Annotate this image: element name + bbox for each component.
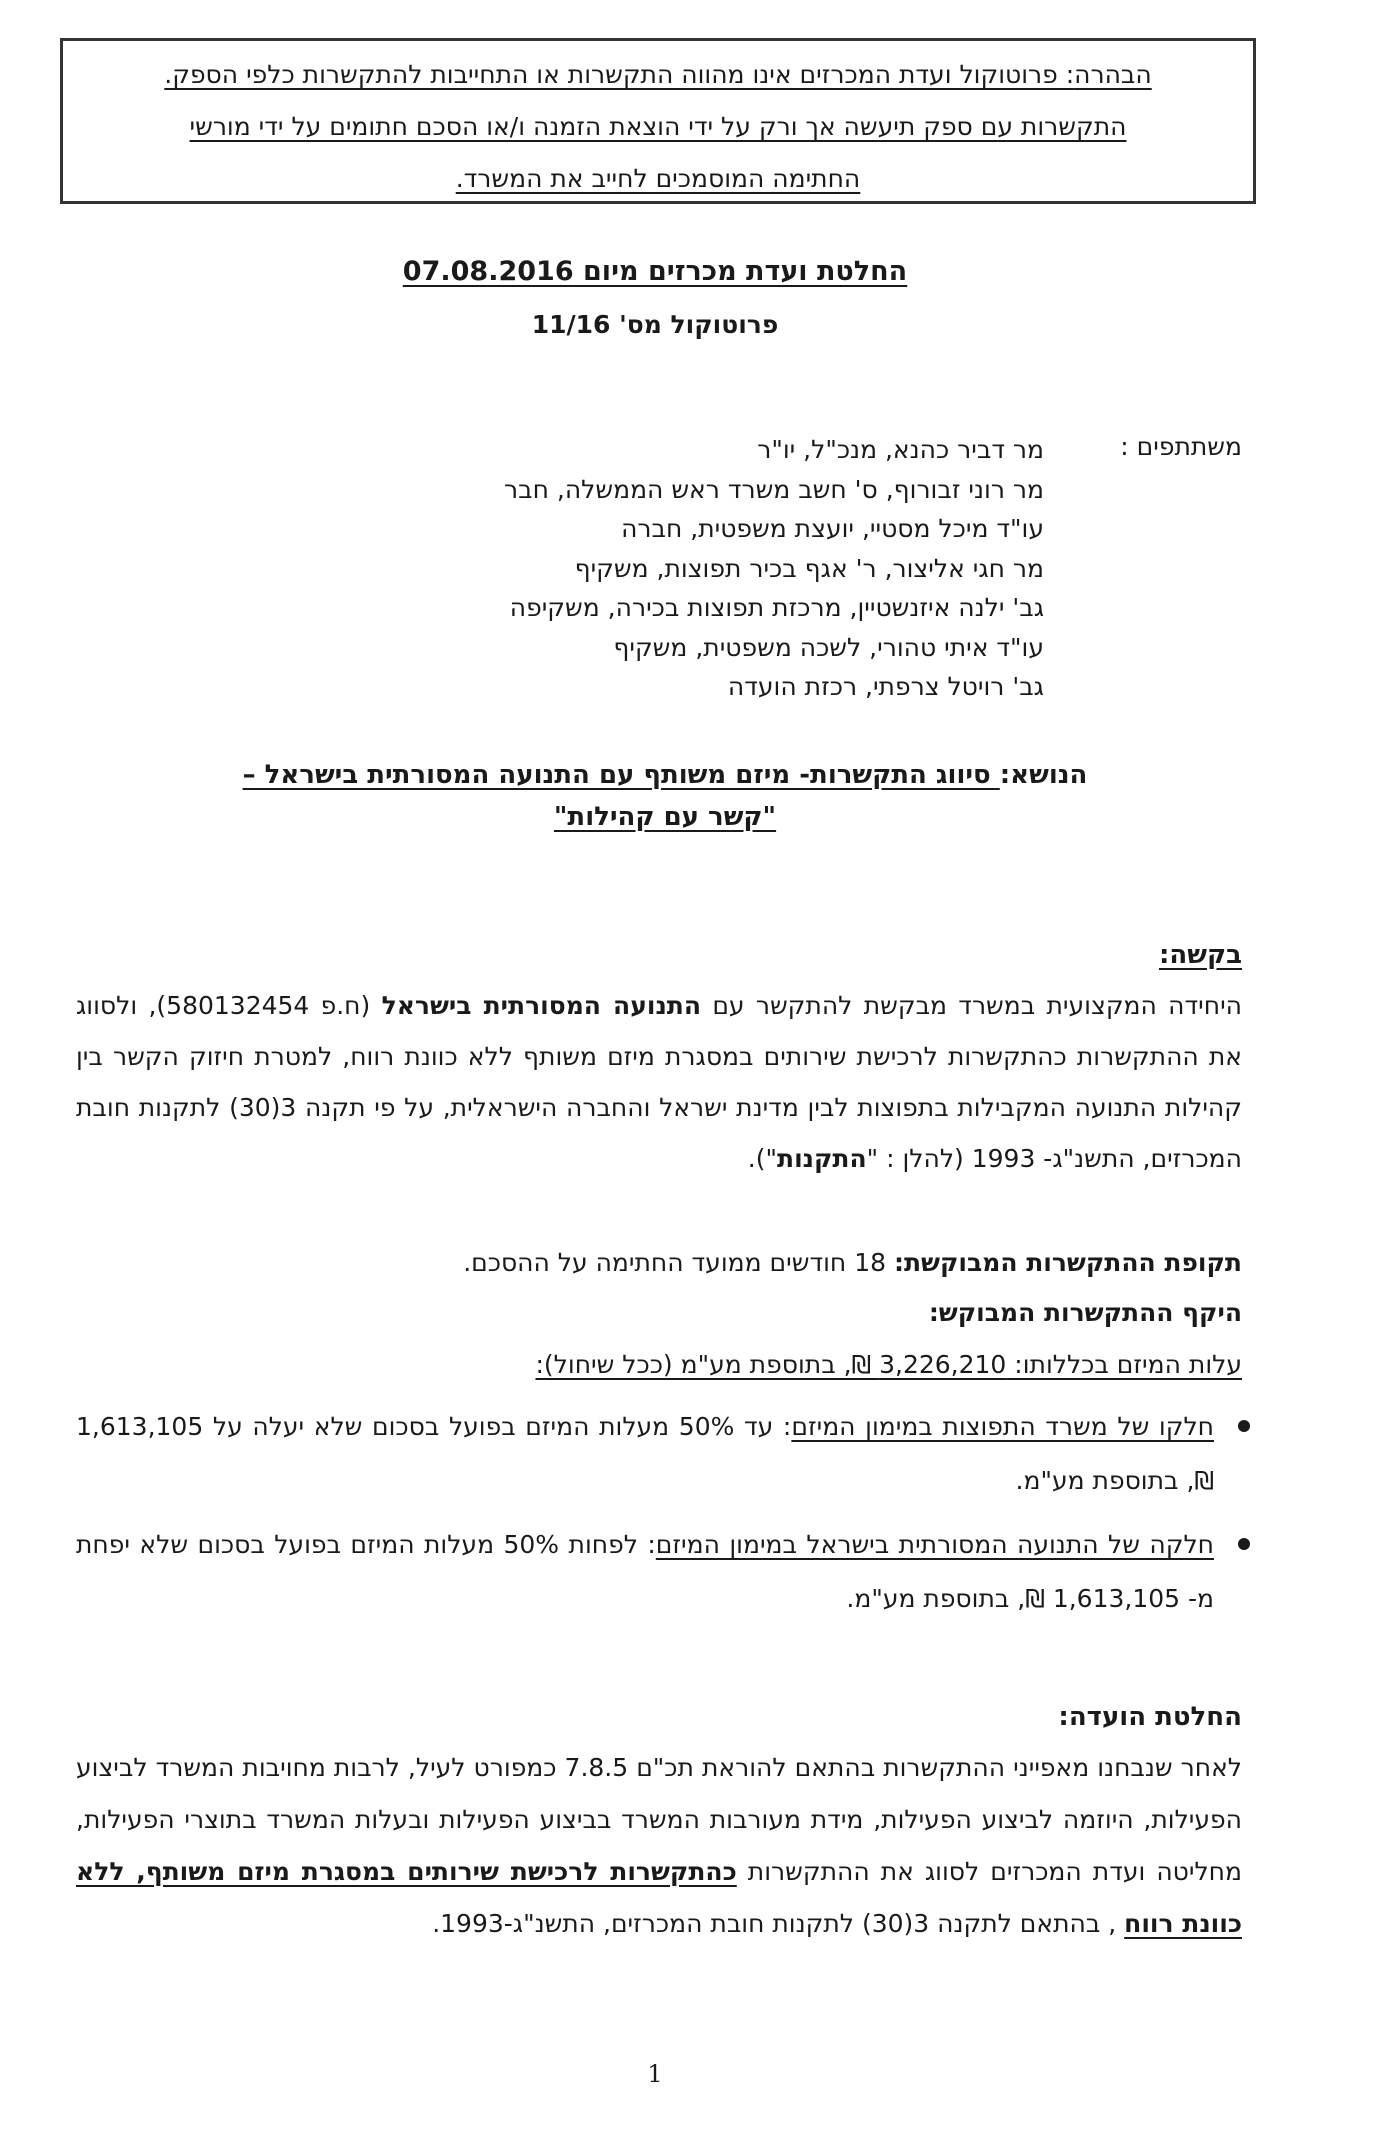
bullet-label: חלקה של התנועה המסורתית בישראל במימון המיזם xyxy=(655,1530,1214,1559)
decision-text-2: , בהתאם לתקנה 3(30) לתקנות חובת המכרזים, התשנ"ג-1993. xyxy=(432,1909,1125,1938)
disclaimer-box xyxy=(60,38,1256,204)
period-label: תקופת ההתקשרות המבוקשת: xyxy=(893,1248,1242,1277)
decision-paragraph xyxy=(76,1742,1242,1950)
protocol-number: פרוטוקול מס' 11/16 xyxy=(531,310,779,339)
scope-total: עלות המיזם בכללותו: 3,226,210 ₪, בתוספת מע"מ (ככל שיחול): xyxy=(535,1350,1242,1379)
scope-heading: היקף ההתקשרות המבוקש: xyxy=(928,1298,1242,1327)
disclaimer-label: הבהרה xyxy=(1074,60,1152,89)
disclaimer-line-3: החתימה המוסמכים לחייב את המשרד. xyxy=(455,164,861,193)
participants-list xyxy=(364,430,1044,707)
subject-label: הנושא: xyxy=(999,760,1088,790)
participant: עו"ד מיכל מסטיי, יועצת משפטית, חברה xyxy=(621,514,1044,543)
disclaimer-text-1: : פרוטוקול ועדת המכרזים אינו מהווה התקשרות או התחייבות להתקשרות כלפי הספק. xyxy=(164,60,1075,89)
request-paragraph xyxy=(76,980,1242,1184)
page-number: 1 xyxy=(647,2060,663,2088)
subject-block xyxy=(150,754,1180,838)
participant: מר חגי אליצור, ר' אגף בכיר תפוצות, משקיף xyxy=(574,553,1044,583)
participant: גב' ילנה איזנשטיין, מרכזת תפוצות בכירה, משקיפה xyxy=(509,593,1044,622)
disclaimer-line-1 xyxy=(89,49,1227,101)
bullet-text: : עד 50% מעלות המיזם בפועל בסכום שלא יעלה על 1,613,105 ₪, בתוספת מע"מ. xyxy=(76,1412,1214,1495)
request-heading: בקשה: xyxy=(1159,940,1242,970)
request-term: התקנות xyxy=(777,1144,867,1173)
participant: עו"ד איתי טהורי, לשכה משפטית, משקיף xyxy=(613,632,1044,662)
disclaimer-line-2: התקשרות עם ספק תיעשה אך ורק על ידי הוצאת הזמנה ו/או הסכם חתומים על ידי מורשי xyxy=(189,112,1127,141)
bullet-label: חלקו של משרד התפוצות במימון המיזם xyxy=(791,1412,1214,1441)
bullet-icon xyxy=(1238,1538,1250,1550)
request-text-1: היחידה המקצועית במשרד מבקשת להתקשר עם xyxy=(701,991,1242,1020)
participant: גב' רויטל צרפתי, רכזת הועדה xyxy=(727,672,1044,701)
bullet-text: : לפחות 50% מעלות המיזם בפועל בסכום שלא יפחת מ- 1,613,105 ₪, בתוספת מע"מ. xyxy=(76,1530,1214,1613)
request-text-2: (ח.פ 580132454), ולסווג את ההתקשרות כהתקשרות לרכישת שירותים במסגרת מיזם משותף ללא כוונת רווח, למטרת חיזוק הקשר בין קהילות התנועה המקבילות בתפוצות לבין מדינת ישראל והחברה הישראלית, על פי תקנה 3(30) לתקנות חובת המכרזים, התשנ"ג- 1993 (להלן : " xyxy=(76,991,1243,1173)
decision-heading: החלטת הועדה: xyxy=(1058,1702,1242,1732)
request-text-3: "). xyxy=(747,1144,777,1173)
period-value: 18 חודשים ממועד החתימה על ההסכם. xyxy=(463,1248,894,1277)
request-org: התנועה המסורתית בישראל xyxy=(381,991,702,1020)
subject-text-2: "קשר עם קהילות" xyxy=(553,802,777,832)
bullet-icon xyxy=(1238,1420,1250,1432)
decision-emphasis: כהתקשרות לרכישת שירותים במסגרת מיזם משותף, ללא כוונת רווח xyxy=(76,1857,1242,1938)
funding-bullets xyxy=(76,1400,1254,1636)
participant: מר רוני זבורוף, ס' חשב משרד ראש הממשלה, חבר xyxy=(504,474,1044,504)
period-line xyxy=(463,1248,1242,1277)
participant: מר דביר כהנא, מנכ"ל, יו"ר xyxy=(757,435,1044,464)
decision-text-1: לאחר שנבחנו מאפייני ההתקשרות בהתאם להוראת תכ"ם 7.8.5 כמפורט לעיל, לרבות מחויבות המשרד לביצוע הפעילות, היוזמה לביצוע הפעילות, מידת מעורבות המשרד בביצוע הפעילות ובעלות המשרד בתוצרי הפעילות, מחליטה ועדת המכרזים לסווג את ההתקשרות xyxy=(76,1753,1242,1886)
list-item xyxy=(76,1518,1254,1626)
subject-line-1 xyxy=(150,754,1180,796)
subject-text-1: סיווג התקשרות- מיזם משותף עם התנועה המסורתית בישראל – xyxy=(242,760,1000,790)
list-item xyxy=(76,1400,1254,1508)
participants-label: משתתפים : xyxy=(1120,432,1242,461)
decision-title: החלטת ועדת מכרזים מיום 07.08.2016 xyxy=(402,256,908,287)
